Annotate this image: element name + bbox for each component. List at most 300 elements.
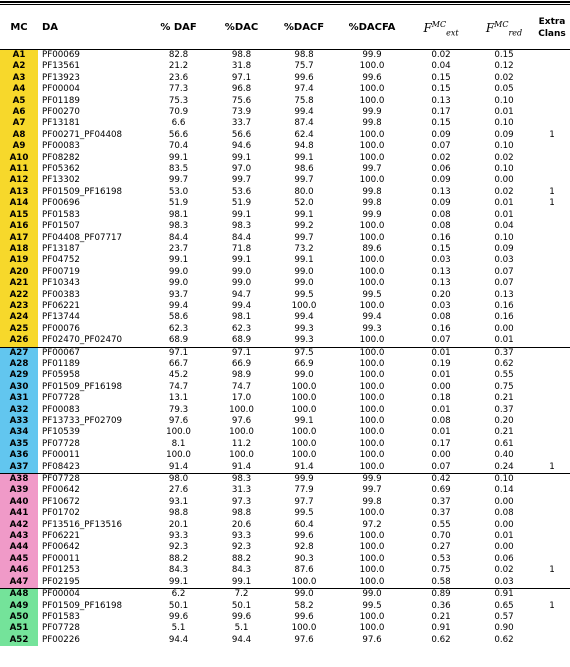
daf-cell: 99.1 [168,255,189,266]
fred-cell: 0.07 [494,278,514,289]
fred-cell: 0.04 [494,221,514,232]
daf-cell: 93.7 [168,289,189,300]
mc-cell: A18 [0,244,38,255]
table-row [0,153,570,164]
table-row [0,450,570,461]
daf-cell: 98.8 [168,508,189,519]
extra-clans-cell [534,485,570,496]
dacfa-cell: 97.2 [362,519,382,530]
header-mc: MC [0,6,38,50]
dac-cell: 99.0 [231,278,252,289]
extra-clans-cell [534,382,570,393]
fext-cell: 0.13 [431,186,451,197]
table-body [0,50,570,647]
dacf-cell: 99.4 [294,107,314,118]
fred-cell: 0.00 [494,175,514,186]
table-row [0,589,570,601]
da-cell: PF02195 [42,576,80,587]
dacfa-cell: 100.0 [359,370,385,381]
fext-cell: 0.16 [431,323,451,334]
daf-cell: 23.6 [168,72,189,83]
fred-cell: 0.01 [494,198,514,209]
daf-cell: 93.3 [168,531,189,542]
fext-cell: 0.13 [431,278,451,289]
dac-cell: 88.2 [231,553,252,564]
results-table [0,6,570,646]
table-row [0,96,570,107]
dacfa-cell: 99.8 [362,186,382,197]
extra-clans-cell [534,531,570,542]
da-cell: PF05958 [42,370,80,381]
extra-clans-cell [534,290,570,301]
dacf-cell: 99.4 [294,312,314,323]
dacfa-cell: 100.0 [359,576,385,587]
da-cell: PF13181 [42,118,80,129]
fext-cell: 0.04 [431,61,451,72]
dacfa-cell: 100.0 [359,95,385,106]
table-row [0,164,570,175]
table-row [0,312,570,323]
dacf-cell: 98.8 [294,50,314,60]
dacfa-cell: 99.9 [362,209,382,220]
mc-cell: A42 [0,520,38,531]
mc-cell: A1 [0,50,38,62]
mc-cell: A7 [0,118,38,129]
dac-cell: 84.3 [231,565,252,576]
da-cell: PF07728 [38,474,146,486]
fred-cell: 0.01 [494,209,514,220]
fred-cell: 0.01 [494,335,514,346]
fext-cell: 0.13 [431,266,451,277]
table-row [0,210,570,221]
daf-cell: 5.1 [171,623,186,634]
fext-cell: 0.03 [431,255,451,266]
dacf-cell: 97.7 [294,496,314,507]
dac-cell: 94.6 [231,141,252,152]
dacfa-cell: 99.3 [362,323,382,334]
fred-cell: 0.09 [494,129,514,140]
extra-clans-cell: 1 [549,600,555,611]
dac-cell: 50.1 [231,600,252,611]
dacf-cell: 99.6 [294,611,314,622]
dacfa-cell: 100.0 [359,141,385,152]
dacfa-cell: 100.0 [359,61,385,72]
dacf-cell: 73.2 [294,243,314,254]
extra-clans-cell [534,359,570,370]
fext-cell: 0.37 [431,496,451,507]
extra-clans-cell [534,554,570,565]
dacf-cell: 99.1 [294,255,314,266]
daf-cell: 70.9 [168,107,189,118]
dacf-cell: 100.0 [291,450,317,461]
fext-cell: 0.06 [431,164,451,175]
mc-cell: A50 [0,612,38,623]
fext-sup: MC [431,19,447,29]
dac-cell: 7.2 [211,589,272,601]
table-row [0,612,570,623]
table-row [0,255,570,266]
table-row [0,405,570,416]
dac-cell: 84.4 [231,232,252,243]
fred-symbol [486,21,522,35]
daf-cell: 8.1 [171,438,186,449]
dac-cell: 97.3 [231,496,252,507]
fred-cell: 0.06 [494,553,514,564]
dacfa-cell: 99.7 [362,485,382,496]
dac-cell: 73.9 [231,107,252,118]
table-row [0,359,570,370]
dacf-cell: 97.4 [294,84,314,95]
fred-cell: 0.20 [494,416,514,426]
mc-cell: A14 [0,198,38,209]
dacf-cell: 97.6 [294,634,314,645]
header-dacfa: %DACFA [336,6,408,50]
mc-cell: A47 [0,577,38,589]
mc-cell: A48 [0,589,38,601]
da-cell: PF13516_PF13516 [42,519,123,530]
fred-base: F [485,20,495,35]
dacf-cell: 94.8 [294,141,314,152]
da-cell: PF00069 [42,50,80,60]
dacf-cell: 100.0 [291,300,317,311]
extra-clans-cell [534,474,570,486]
fred-cell: 0.01 [494,107,514,118]
fext-cell: 0.15 [431,118,451,129]
fred-cell: 0.90 [494,623,514,634]
mc-cell: A23 [0,301,38,312]
da-cell: PF01509_PF16198 [42,381,123,392]
fext-cell: 0.19 [431,358,451,369]
mc-cell: A39 [0,485,38,496]
table-row [0,221,570,232]
dacfa-cell: 99.6 [362,72,382,83]
mc-cell: A32 [0,405,38,416]
fext-cell: 0.70 [431,531,451,542]
extra-clans-cell [534,153,570,164]
da-cell: PF10343 [42,278,80,289]
dac-cell: 31.8 [231,61,252,72]
dac-cell: 56.6 [231,129,252,140]
da-cell: PF01189 [42,358,80,369]
dacfa-cell: 100.0 [359,623,385,634]
daf-cell: 97.6 [168,416,189,426]
fext-cell: 0.08 [431,209,451,220]
fext-cell: 0.08 [431,416,451,426]
dacf-cell: 87.4 [294,118,314,129]
dac-cell: 99.1 [231,576,252,587]
dacfa-cell: 100.0 [359,416,385,426]
daf-cell: 82.8 [168,50,189,60]
extra-clans-cell [534,612,570,623]
dacf-cell: 99.1 [294,416,314,426]
fext-cell: 0.08 [431,221,451,232]
dacfa-cell: 100.0 [359,531,385,542]
da-cell: PF00076 [42,323,80,334]
fred-cell: 0.10 [494,164,514,175]
dacfa-cell: 99.5 [362,289,382,300]
fred-cell: 0.02 [494,72,514,83]
daf-cell: 23.7 [168,243,189,254]
dac-cell: 100.0 [229,427,254,438]
dacfa-cell: 100.0 [359,508,385,519]
fred-cell: 0.00 [494,542,514,553]
dacfa-cell: 99.7 [362,164,382,175]
da-cell: PF00067 [38,347,146,359]
header-fred [474,6,534,50]
fext-cell: 0.07 [431,141,451,152]
daf-cell: 100.0 [166,427,191,438]
dacf-cell: 99.0 [294,266,314,277]
dacf-cell: 99.6 [294,72,314,83]
extra-clans-cell [534,50,570,62]
daf-cell: 75.3 [168,95,189,106]
fext-cell: 0.02 [431,50,451,60]
extra-clans-cell [534,577,570,589]
dacf-cell: 97.5 [272,347,336,359]
dac-cell: 20.6 [231,519,252,530]
table-row [0,485,570,496]
da-cell: PF01253 [42,565,80,576]
table-row [0,497,570,508]
dac-cell: 98.1 [231,312,252,323]
da-cell: PF00226 [42,634,80,645]
fred-cell: 0.00 [494,323,514,334]
mc-cell: A21 [0,278,38,289]
daf-cell: 99.1 [168,152,189,163]
dac-cell: 11.2 [231,438,252,449]
dacf-cell: 90.3 [294,553,314,564]
table-row [0,347,570,359]
fred-cell: 0.10 [474,474,534,486]
da-cell: PF06221 [42,531,80,542]
dacfa-cell: 100.0 [359,461,385,472]
fred-cell: 0.10 [494,232,514,243]
fred-cell: 0.02 [494,152,514,163]
extra-clans-cell [534,141,570,152]
dacfa-cell: 99.9 [336,474,408,486]
fred-cell: 0.61 [494,438,514,449]
extra-clans-cell: 1 [549,198,555,209]
da-cell: PF01702 [42,508,80,519]
daf-cell: 62.3 [168,323,189,334]
fred-sup: MC [494,19,509,29]
dacfa-cell: 99.8 [362,496,382,507]
table-row [0,565,570,576]
dacfa-cell: 100.0 [359,152,385,163]
da-cell: PF00270 [42,107,80,118]
dacf-cell: 58.2 [294,600,314,611]
da-cell: PF01583 [42,209,80,220]
daf-cell: 20.1 [168,519,189,530]
extra-clans-cell [534,301,570,312]
fred-cell: 0.16 [494,300,514,311]
fext-cell: 0.01 [431,404,451,415]
dacfa-cell: 100.0 [359,553,385,564]
daf-cell: 50.1 [168,600,189,611]
mc-cell: A40 [0,497,38,508]
extra-clans-cell [534,118,570,129]
daf-cell: 84.4 [168,232,189,243]
dacf-cell: 99.2 [294,221,314,232]
fext-cell: 0.07 [431,461,451,472]
dacfa-cell: 99.9 [362,107,382,118]
table-header-row [0,6,570,50]
dacf-cell: 66.9 [294,358,314,369]
daf-cell: 99.7 [168,175,189,186]
dacf-cell: 52.0 [294,198,314,209]
dacfa-cell: 100.0 [359,565,385,576]
extra-clans-cell [534,508,570,519]
dacfa-cell: 100.0 [359,278,385,289]
fred-cell: 0.02 [494,565,514,576]
dac-cell: 53.6 [231,186,252,197]
daf-cell: 77.3 [168,84,189,95]
fext-cell: 0.53 [431,553,451,564]
mc-cell: A44 [0,542,38,553]
mc-cell: A24 [0,312,38,323]
dac-cell: 94.7 [231,289,252,300]
extra-clans-cell: 1 [549,186,555,197]
table-row [0,198,570,209]
table-row [0,50,570,62]
extra-clans-cell [534,96,570,107]
table-row [0,382,570,393]
dacf-cell: 92.8 [294,542,314,553]
extra-clans-cell [534,164,570,175]
table-row [0,542,570,553]
table-row [0,130,570,141]
fred-cell: 0.91 [474,589,534,601]
dacfa-cell: 100.0 [359,438,385,449]
dac-cell: 99.1 [231,255,252,266]
dac-cell: 97.0 [231,164,252,175]
fext-cell: 0.08 [431,312,451,323]
dacf-cell: 99.0 [294,370,314,381]
dacf-cell: 75.8 [294,95,314,106]
extra-clans-cell [534,497,570,508]
daf-cell: 97.1 [146,347,211,359]
da-cell: PF04408_PF07717 [42,232,123,243]
fext-cell: 0.16 [431,232,451,243]
daf-cell: 74.7 [168,381,189,392]
dac-cell: 75.6 [231,95,252,106]
da-cell: PF10539 [42,427,80,438]
extra-clans-cell: 1 [549,461,555,472]
dac-cell: 68.9 [231,335,252,346]
fext-cell: 0.09 [431,129,451,140]
mc-cell: A43 [0,531,38,542]
dacf-cell: 75.7 [294,61,314,72]
table-row [0,175,570,186]
da-cell: PF07728 [42,393,80,404]
dacf-cell: 99.1 [294,152,314,163]
table-row [0,601,570,612]
dacf-cell: 100.0 [291,381,317,392]
mc-cell: A19 [0,255,38,266]
da-cell: PF01189 [42,95,80,106]
extra-clans-cell [534,427,570,438]
table-row [0,474,570,486]
table-row [0,427,570,438]
daf-cell: 79.3 [168,404,189,415]
extra-clans-cell [534,520,570,531]
da-cell: PF00696 [42,198,80,209]
table-row [0,370,570,381]
mc-cell: A8 [0,130,38,141]
daf-cell: 100.0 [166,450,191,461]
daf-cell: 98.1 [168,209,189,220]
dac-cell: 31.3 [231,485,252,496]
dacfa-cell: 100.0 [359,84,385,95]
fext-cell: 0.01 [408,347,474,359]
extra-clans-cell [534,542,570,553]
fext-cell: 0.36 [431,600,451,611]
dacfa-cell: 99.5 [362,600,382,611]
fext-cell: 0.15 [431,72,451,83]
dacf-cell: 77.9 [294,485,314,496]
mc-cell: A13 [0,187,38,198]
extra-clans-cell [534,244,570,255]
dac-cell: 99.1 [231,209,252,220]
mc-cell: A2 [0,61,38,72]
table-row [0,107,570,118]
table-row [0,462,570,474]
fext-cell: 0.02 [431,152,451,163]
dacfa-cell: 100.0 [359,542,385,553]
dacfa-cell: 100.0 [359,300,385,311]
dac-cell: 62.3 [231,323,252,334]
top-rule [0,1,570,3]
mc-cell: A3 [0,73,38,84]
dacfa-cell: 99.0 [336,589,408,601]
dacfa-cell: 99.8 [362,118,382,129]
fred-cell: 0.37 [494,404,514,415]
dacf-cell: 60.4 [294,519,314,530]
daf-cell: 84.3 [168,565,189,576]
daf-cell: 99.4 [168,300,189,311]
extra-clans-cell [534,324,570,335]
fext-cell: 0.09 [431,175,451,186]
extra-clans-cell [534,73,570,84]
da-cell: PF04752 [42,255,80,266]
dacf-cell: 98.6 [294,164,314,175]
da-cell: PF13561 [42,61,80,72]
daf-cell: 51.9 [168,198,189,209]
extra-clans-cell [534,312,570,323]
fext-cell: 0.42 [408,474,474,486]
daf-cell: 13.1 [168,393,189,404]
mc-cell: A27 [0,347,38,359]
dacfa-cell: 89.6 [362,243,382,254]
table-row [0,393,570,404]
daf-cell: 21.2 [168,61,189,72]
mc-cell: A17 [0,233,38,244]
fred-cell: 0.00 [494,519,514,530]
dacfa-cell: 100.0 [359,266,385,277]
fext-cell: 0.15 [431,243,451,254]
fred-cell: 0.10 [494,95,514,106]
fred-cell: 0.24 [494,461,514,472]
dacfa-cell: 100.0 [359,335,385,346]
da-cell: PF00083 [42,404,80,415]
mc-cell: A38 [0,474,38,486]
fred-cell: 0.02 [494,186,514,197]
dac-cell: 98.3 [231,221,252,232]
fred-cell: 0.01 [494,531,514,542]
dacf-cell: 99.6 [294,531,314,542]
extra-clans-cell [534,84,570,95]
dacfa-cell: 100.0 [359,358,385,369]
